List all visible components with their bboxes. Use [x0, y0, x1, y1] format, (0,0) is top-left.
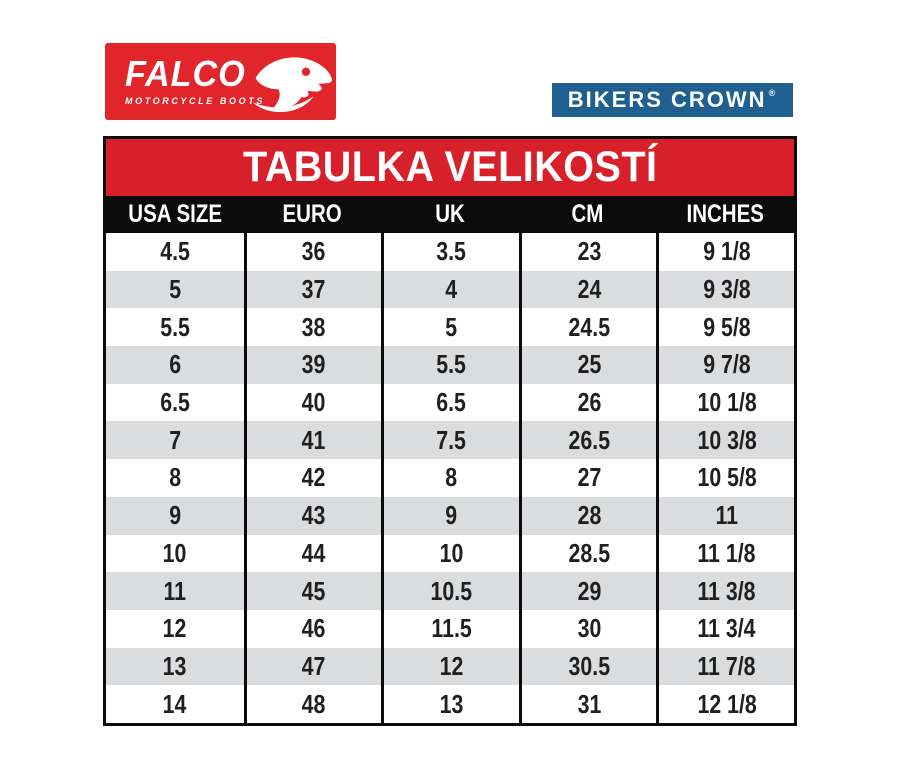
table-cell: 11 7/8	[656, 648, 794, 686]
table-cell: 5	[168, 274, 181, 305]
column-header: EURO	[282, 200, 342, 228]
table-cell: 9 5/8	[656, 308, 794, 346]
table-cell: 6.5	[381, 384, 519, 422]
table-cell: 43	[244, 497, 382, 535]
registered-trademark-symbol: ®	[768, 88, 778, 98]
table-row	[106, 271, 794, 309]
table-header	[106, 196, 794, 233]
table-cell: 8	[168, 462, 181, 493]
falcon-head-icon	[251, 52, 335, 116]
table-cell: 36	[244, 233, 382, 271]
falco-wordmark	[125, 53, 265, 106]
size-table	[103, 136, 797, 726]
table-cell: 11.5	[381, 610, 519, 648]
table-cell: 9 3/8	[656, 271, 794, 309]
table-cell: 11	[656, 497, 794, 535]
table-cell: 13	[381, 685, 519, 723]
table-row	[106, 497, 794, 535]
table-cell: 12 1/8	[656, 685, 794, 723]
table-cell: 10 3/8	[656, 421, 794, 459]
table-cell: 11 3/4	[656, 610, 794, 648]
table-cell: 11	[163, 575, 187, 606]
table-cell: 7.5	[381, 421, 519, 459]
table-cell: 9 7/8	[656, 346, 794, 384]
table-row	[106, 610, 794, 648]
table-cell: 38	[244, 308, 382, 346]
table-cell: 24	[519, 271, 657, 309]
table-cell: 5.5	[381, 346, 519, 384]
column-header: USA SIZE	[127, 200, 222, 228]
bikers-crown-logo	[552, 83, 793, 117]
table-cell: 8	[381, 459, 519, 497]
table-cell: 28	[519, 497, 657, 535]
table-cell: 7	[168, 424, 181, 455]
column-header: CM	[571, 200, 604, 228]
table-cell: 12	[381, 648, 519, 686]
table-cell: 41	[244, 421, 382, 459]
table-cell: 47	[244, 648, 382, 686]
table-cell: 10 5/8	[656, 459, 794, 497]
table-row	[106, 648, 794, 686]
table-cell: 5	[381, 308, 519, 346]
falco-logo	[105, 43, 336, 120]
table-cell: 26.5	[519, 421, 657, 459]
table-row	[106, 421, 794, 459]
table-cell: 29	[519, 572, 657, 610]
table-row	[106, 572, 794, 610]
table-cell: 5.5	[159, 311, 190, 342]
table-cell: 10 1/8	[656, 384, 794, 422]
table-title-bar	[106, 139, 794, 196]
table-cell: 48	[244, 685, 382, 723]
table-cell: 11 3/8	[656, 572, 794, 610]
table-cell: 9	[168, 500, 181, 531]
table-cell: 39	[244, 346, 382, 384]
table-row	[106, 685, 794, 723]
table-row	[106, 308, 794, 346]
table-cell: 10.5	[381, 572, 519, 610]
bikers-crown-name: BIKERS CROWN	[567, 87, 767, 112]
table-cell: 11 1/8	[656, 535, 794, 573]
table-cell: 10	[162, 537, 187, 568]
table-cell: 46	[244, 610, 382, 648]
table-cell: 37	[244, 271, 382, 309]
table-cell: 13	[162, 650, 187, 681]
table-cell: 10	[381, 535, 519, 573]
table-cell: 4.5	[159, 236, 190, 267]
table-cell: 26	[519, 384, 657, 422]
table-row	[106, 346, 794, 384]
table-row	[106, 384, 794, 422]
falco-brand-name: FALCO	[125, 53, 246, 94]
column-header: INCHES	[686, 200, 764, 228]
table-title: TABULKA VELIKOSTÍ	[242, 143, 658, 191]
table-row	[106, 233, 794, 271]
table-cell: 24.5	[519, 308, 657, 346]
table-cell: 4	[381, 271, 519, 309]
table-body	[106, 233, 794, 723]
table-cell: 44	[244, 535, 382, 573]
table-cell: 27	[519, 459, 657, 497]
table-cell: 30.5	[519, 648, 657, 686]
column-header: UK	[435, 200, 465, 228]
table-cell: 31	[519, 685, 657, 723]
table-cell: 9 1/8	[656, 233, 794, 271]
table-cell: 9	[381, 497, 519, 535]
table-cell: 23	[519, 233, 657, 271]
table-cell: 14	[162, 688, 187, 719]
table-cell: 45	[244, 572, 382, 610]
table-cell: 12	[162, 613, 187, 644]
table-cell: 28.5	[519, 535, 657, 573]
table-row	[106, 535, 794, 573]
table-row	[106, 459, 794, 497]
table-cell: 30	[519, 610, 657, 648]
table-cell: 3.5	[381, 233, 519, 271]
falco-tagline: MOTORCYCLE BOOTS	[125, 96, 265, 106]
table-cell: 40	[244, 384, 382, 422]
table-cell: 6	[168, 349, 181, 380]
table-cell: 6.5	[159, 387, 190, 418]
table-cell: 42	[244, 459, 382, 497]
table-cell: 25	[519, 346, 657, 384]
